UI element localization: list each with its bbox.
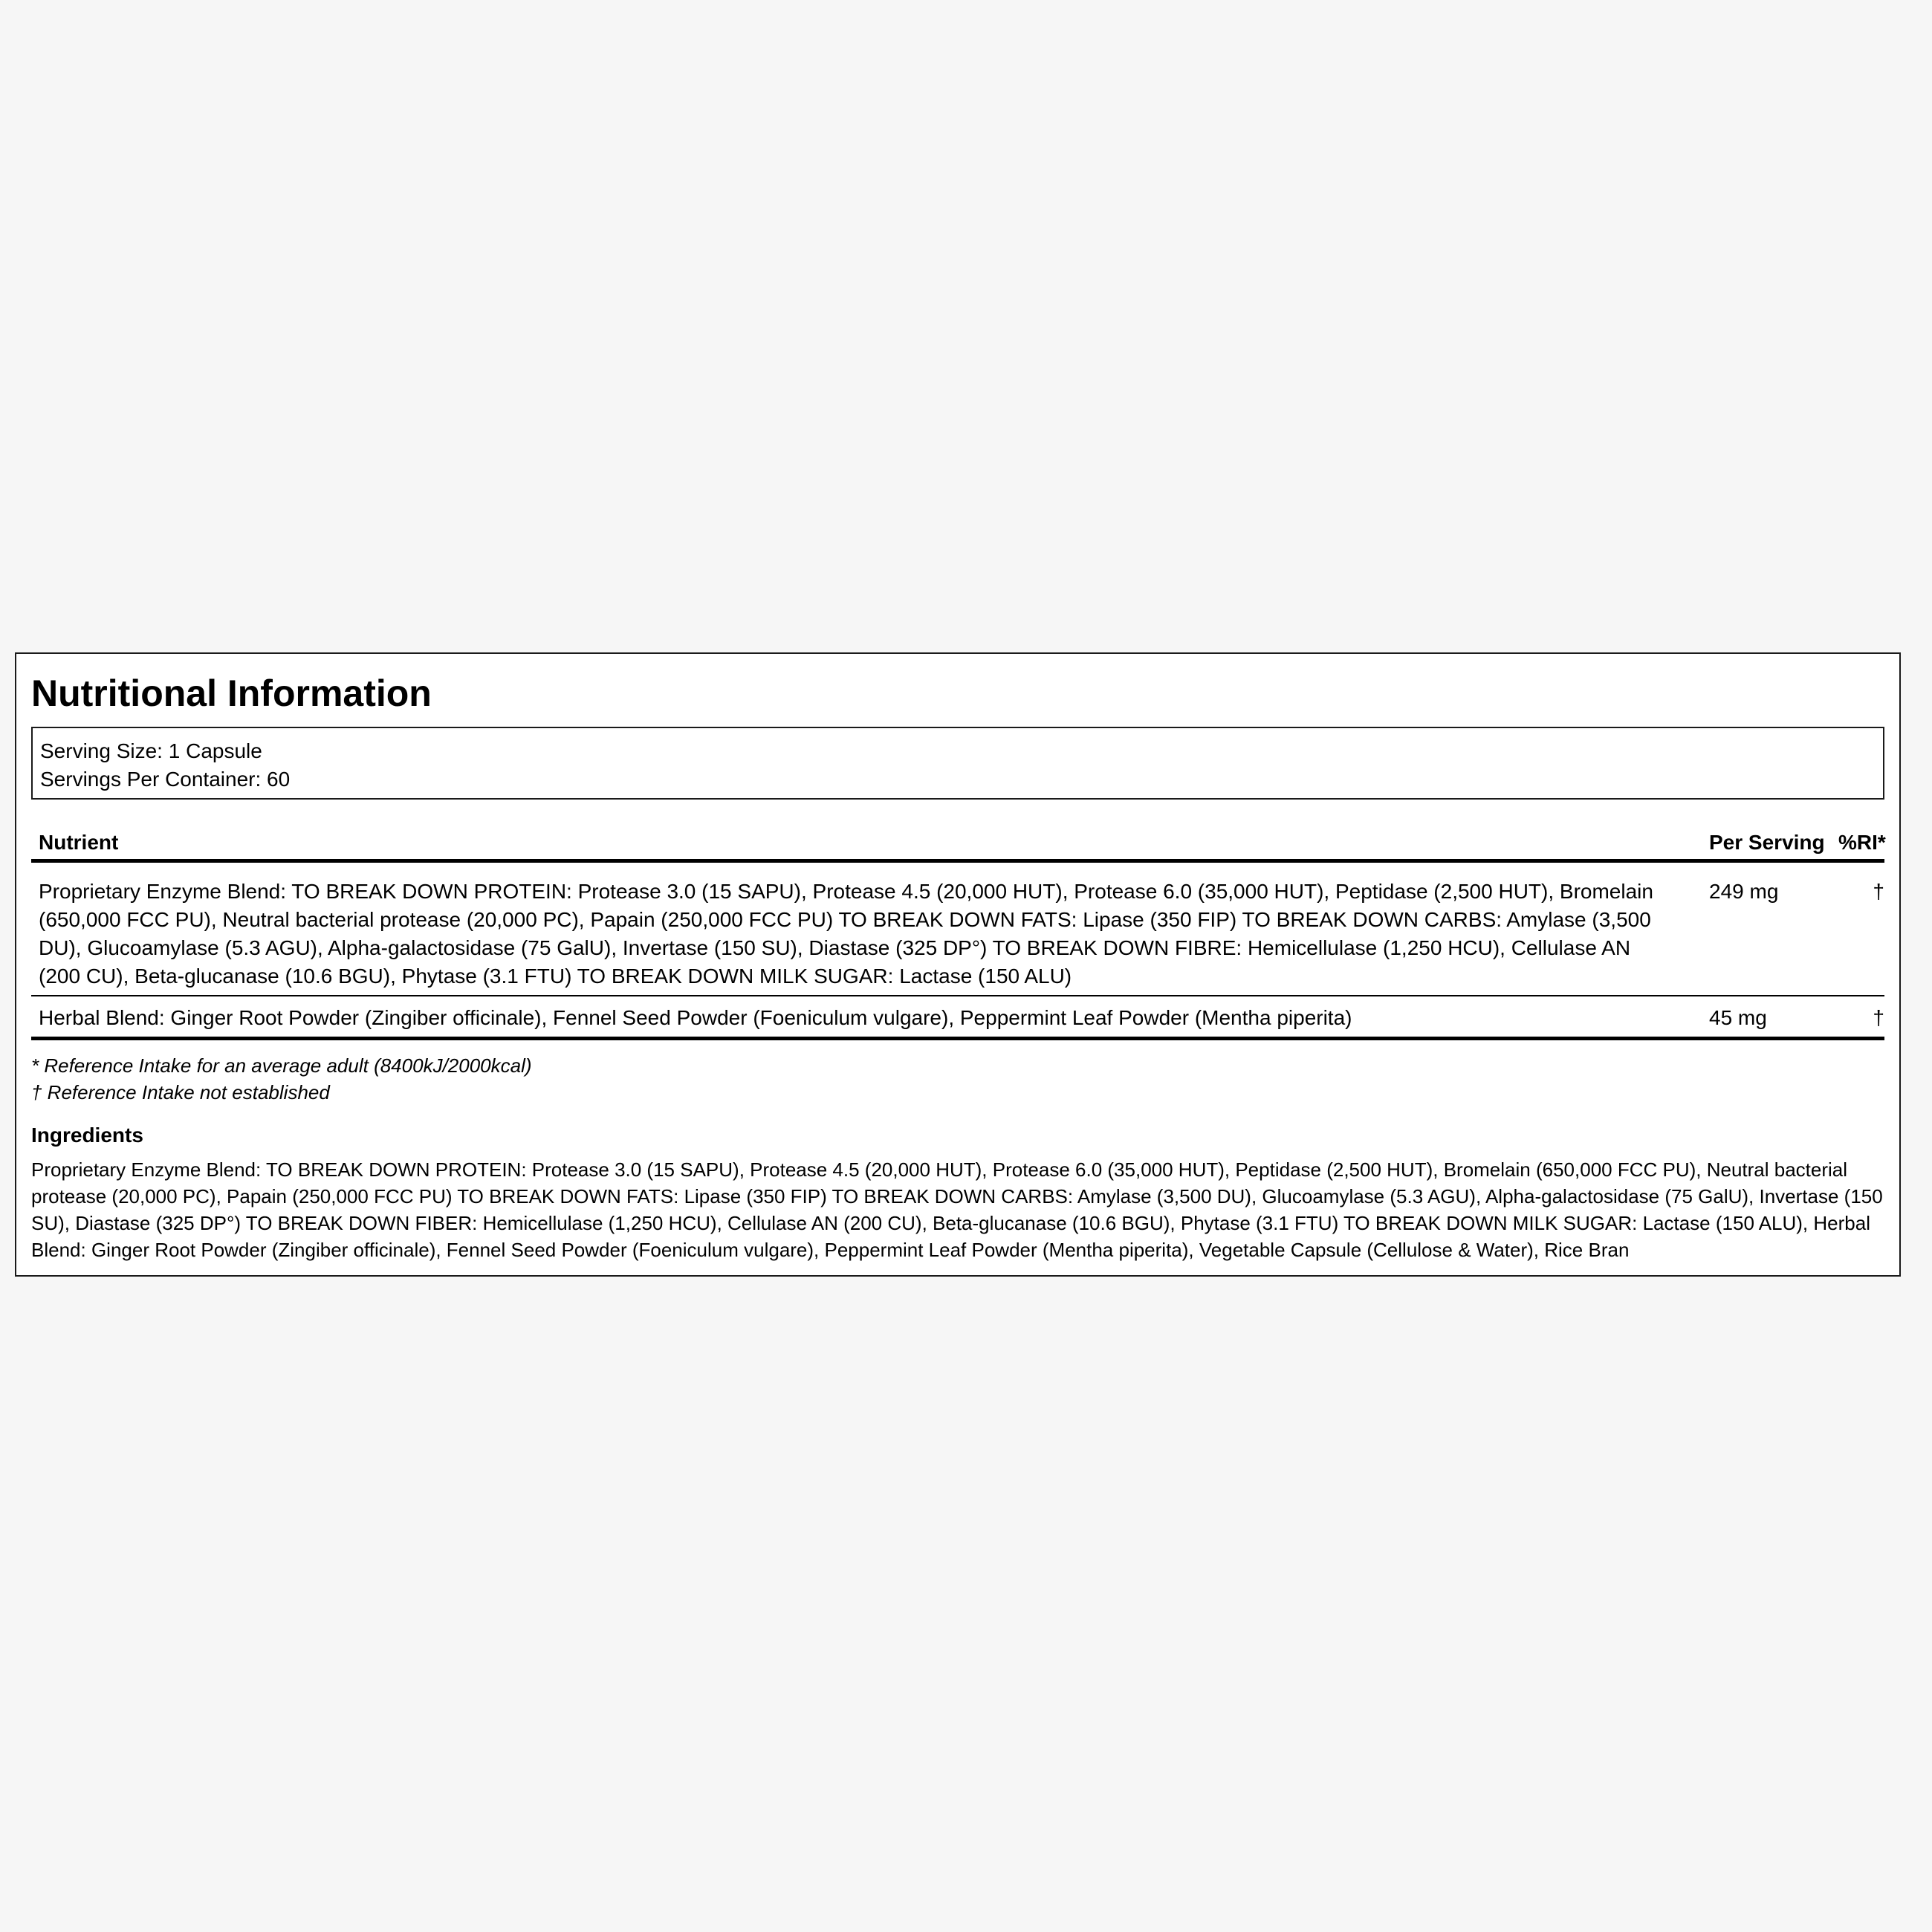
- header-nutrient: Nutrient: [39, 831, 119, 854]
- row-nutrient: Proprietary Enzyme Blend: TO BREAK DOWN PROTEIN: Protease 3.0 (15 SAPU), Protease 4.5 (20,000 HUT), Protease 6.0 (35,000 HUT), Peptidase (2,500 HUT), Bromelain (650,000 FCC PU), Neutral bacterial protease (20,000 PC), Papain (250,000 FCC PU) TO BREAK DOWN FATS: Lipase (350 FIP) TO BREAK DOWN CARBS: Amylase (3,500 DU), Glucoamylase (5.3 AGU), Alpha-galactosidase (75 GalU), Invertase (150 SU), Diastase (325 DP°) TO BREAK DOWN FIBRE: Hemicellulase (1,250 HCU), Cellulase AN (200 CU), Beta-glucanase (10.6 BGU), Phytase (3.1 FTU) TO BREAK DOWN MILK SUGAR: Lactase (150 ALU): [39, 880, 1653, 988]
- row-nutrient: Herbal Blend: Ginger Root Powder (Zingiber officinale), Fennel Seed Powder (Foeniculum vulgare), Peppermint Leaf Powder (Mentha piperita): [39, 1006, 1352, 1029]
- header-ri: %RI*: [1838, 831, 1886, 854]
- footnote-ri: * Reference Intake for an average adult (8400kJ/2000kcal): [31, 1054, 532, 1077]
- row-ri: †: [1873, 1006, 1884, 1029]
- panel-title: Nutritional Information: [31, 672, 432, 714]
- footnote-dagger: † Reference Intake not established: [31, 1081, 330, 1103]
- ingredients-text: Proprietary Enzyme Blend: TO BREAK DOWN PROTEIN: Protease 3.0 (15 SAPU), Protease 4.5 (20,000 HUT), Protease 6.0 (35,000 HUT), Peptidase (2,500 HUT), Bromelain (650,000 FCC PU), Neutral bacterial protease (20,000 PC), Papain (250,000 FCC PU) TO BREAK DOWN FATS: Lipase (350 FIP) TO BREAK DOWN CARBS: Amylase (3,500 DU), Glucoamylase (5.3 AGU), Alpha-galactosidase (75 GalU), Invertase (150 SU), Diastase (325 DP°) TO BREAK DOWN FIBER: Hemicellulase (1,250 HCU), Cellulase AN (200 CU), Beta-glucanase (10.6 BGU), Phytase (3.1 FTU) TO BREAK DOWN MILK SUGAR: Lactase (150 ALU), Herbal Blend: Ginger Root Powder (Zingiber officinale), Fennel Seed Powder (Foeniculum vulgare), Peppermint Leaf Powder (Mentha piperita), Vegetable Capsule (Cellulose & Water), Rice Bran: [31, 1158, 1883, 1261]
- table-row: [31, 863, 1884, 996]
- row-per-serving: 45 mg: [1709, 1006, 1767, 1029]
- row-ri: †: [1873, 880, 1884, 903]
- footnotes: [31, 1052, 532, 1106]
- table-header-row: [31, 817, 1884, 863]
- table-row: [31, 996, 1884, 1040]
- row-per-serving: 249 mg: [1709, 880, 1779, 903]
- nutrition-panel: [15, 652, 1901, 1277]
- header-per-serving: Per Serving: [1709, 831, 1825, 854]
- nutrient-table: [31, 817, 1884, 1040]
- serving-info-box: [31, 727, 1884, 800]
- ingredients-title: Ingredients: [31, 1124, 143, 1147]
- servings-per-container: Servings Per Container: 60: [40, 768, 291, 791]
- serving-size: Serving Size: 1 Capsule: [40, 739, 262, 762]
